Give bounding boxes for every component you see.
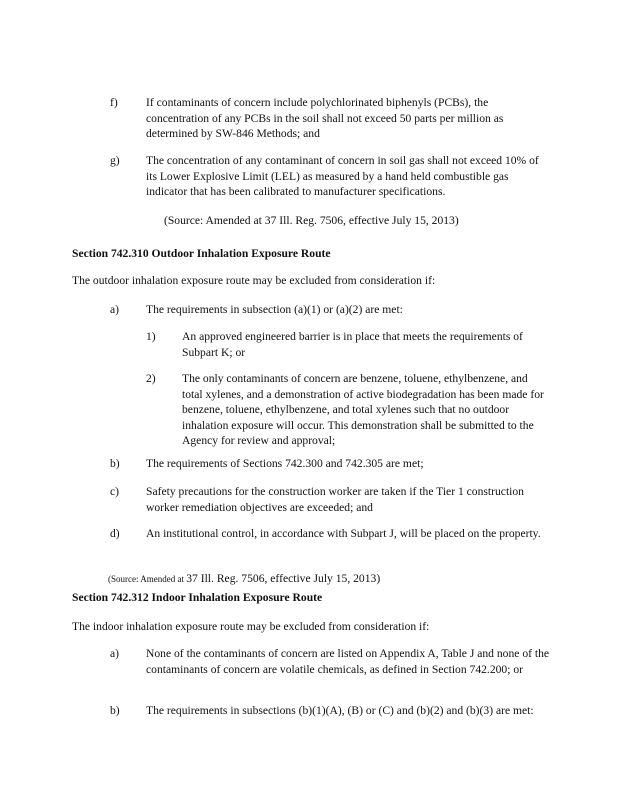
section-310-heading: Section 742.310 Outdoor Inhalation Exposure Route (72, 247, 331, 260)
item-label-312-a: a) (110, 647, 120, 660)
item-text-310-d: An institutional control, in accordance with Subpart J, will be placed on the property. (146, 527, 541, 540)
item-text-312-b: The requirements in subsections (b)(1)(A), (B) or (C) and (b)(2) and (b)(3) are met: (146, 704, 534, 717)
item-label-310-d: d) (110, 527, 120, 540)
source-note-2-rest: 37 Ill. Reg. 7506, effective July 15, 2013) (186, 572, 381, 585)
source-note-1: (Source: Amended at 37 Ill. Reg. 7506, effective July 15, 2013) (164, 214, 459, 227)
subitem-text-1: An approved engineered barrier is in place that meets the requirements of Subpart K; or (182, 330, 523, 359)
item-text-f: If contaminants of concern include polychlorinated biphenyls (PCBs), the concentration of any PCBs in the soil shall not exceed 50 parts per million as determined by SW-846 Methods; and (146, 96, 504, 140)
item-label-312-b: b) (110, 704, 120, 717)
item-label-310-b: b) (110, 457, 120, 470)
item-text-310-c: Safety precautions for the construction worker are taken if the Tier 1 construction worker remediation objectives are exceeded; and (146, 485, 524, 514)
item-text-310-a: The requirements in subsection (a)(1) or (a)(2) are met: (146, 303, 403, 316)
item-text-310-b: The requirements of Sections 742.300 and 742.305 are met; (146, 457, 424, 470)
subitem-text-2: The only contaminants of concern are benzene, toluene, ethylbenzene, and total xylenes, and a demonstration of active biodegradation has been made for benzene, toluene, ethylbenzene, and total xylenes such that no outdoor inhalation exposure will occur. This demonstration shall be submitted to the Agency for review and approval; (182, 372, 544, 447)
item-label-310-c: c) (110, 485, 120, 498)
subitem-label-1: 1) (146, 330, 156, 343)
item-label-g: g) (110, 154, 120, 167)
item-label-f: f) (110, 96, 118, 109)
item-text-g: The concentration of any contaminant of concern in soil gas shall not exceed 10% of its Lower Explosive Limit (LEL) as measured by a hand held combustible gas indicator that has been calibrated to manufacturer specifications. (146, 154, 539, 198)
item-text-312-a: None of the contaminants of concern are listed on Appendix A, Table J and none of the contaminants of concern are volatile chemicals, as defined in Section 742.200; or (146, 647, 550, 676)
section-312-intro: The indoor inhalation exposure route may be excluded from consideration if: (72, 620, 430, 633)
source-note-2 (108, 571, 588, 588)
section-310-intro: The outdoor inhalation exposure route may be excluded from consideration if: (72, 274, 436, 287)
source-note-2-prefix: (Source: Amended at (108, 574, 187, 584)
item-label-310-a: a) (110, 303, 120, 316)
subitem-label-2: 2) (146, 372, 156, 385)
section-312-heading: Section 742.312 Indoor Inhalation Exposure Route (72, 591, 323, 604)
